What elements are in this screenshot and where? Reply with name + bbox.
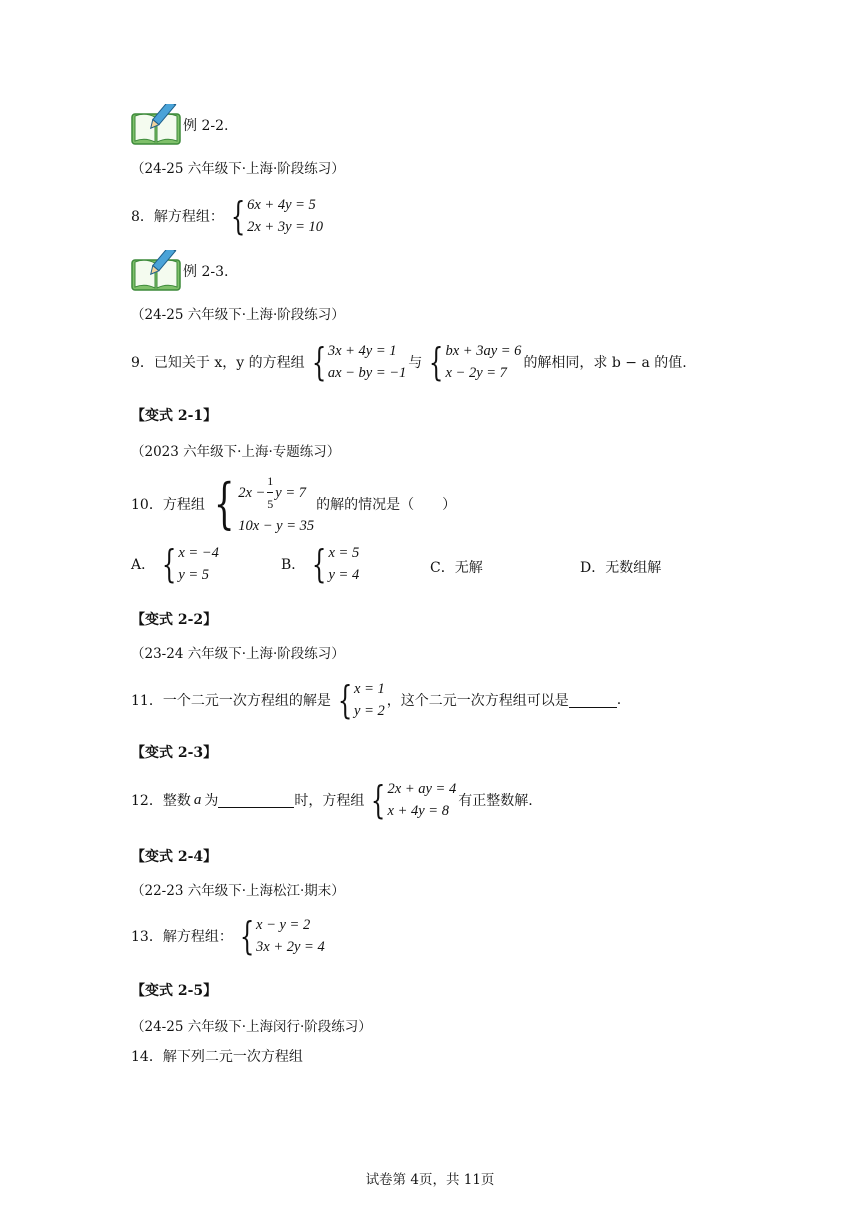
brace-icon: { [312,542,327,586]
page-footer: 试卷第 4页，共 11页 [365,1172,495,1188]
brace-icon: { [161,542,177,586]
question-text: 8．解方程组： [131,209,224,225]
question-text: 10．方程组 [131,496,205,513]
source-note: （22-23 六年级下·上海松江·期末） [131,883,345,899]
equation: x + 4y = 8 [387,803,449,819]
equation: 10x − y = 35 [238,518,315,534]
fraction-numerator: 1 [267,474,274,488]
equation [238,470,314,515]
equation: 2x + 3y = 10 [247,219,324,235]
equation-system [157,542,219,586]
equation-system [207,470,314,537]
question-12 [131,778,533,822]
question-text: 与 [408,355,423,371]
question-text: 11．一个二元一次方程组的解是 [131,693,331,709]
question-8 [131,194,325,238]
option-letter: D． [580,560,606,576]
equation-system [226,194,323,238]
option-d[interactable] [580,557,661,577]
answer-blank[interactable] [218,793,294,808]
equation: x − 2y = 7 [445,365,507,381]
option-a[interactable] [131,542,221,586]
source-note: （2023 六年级下·上海·专题练习） [131,444,341,460]
equation-system [307,542,359,586]
question-text: . [616,692,622,708]
equation-part: y = 7 [275,484,307,501]
answer-blank[interactable] [569,693,617,708]
option-letter: B． [281,557,306,573]
brace-icon: { [337,678,353,722]
question-14: 14．解下列二元一次方程组 [131,1049,303,1065]
example-2-2-heading [131,104,228,146]
equation-system [307,340,407,384]
equation: y = 2 [354,703,385,719]
equation: y = 4 [328,567,360,583]
question-text: 12．整数 [131,793,191,809]
question-10 [131,470,456,537]
option-letter: C． [430,560,455,576]
variant-label: 【变式 2-3】 [131,745,218,761]
equation: x = 1 [354,681,385,697]
variant-label: 【变式 2-5】 [131,983,218,999]
equation: 2x + ay = 4 [387,781,457,797]
equation: bx + 3ay = 6 [445,343,522,359]
example-label: 例 2-3. [183,264,229,280]
question-text: ，这个二元一次方程组可以是 [386,693,569,709]
question-11 [131,678,621,722]
source-note: （24-25 六年级下·上海·阶段练习） [131,161,345,177]
question-9 [131,340,687,384]
brace-icon: { [371,778,386,822]
equation-part: 2x − [238,484,266,501]
question-13 [131,914,327,958]
brace-icon: { [213,471,235,535]
question-text: 为 [204,793,219,809]
question-text: 有正整数解. [458,793,533,809]
option-text: 无数组解 [605,560,662,576]
brace-icon: { [429,340,444,384]
equation: x − y = 2 [256,917,311,933]
question-text: 的解相同，求 b − a 的值. [523,355,687,371]
brace-icon: { [239,914,255,958]
brace-icon: { [311,340,326,384]
option-c[interactable] [430,557,483,577]
equation-system [424,340,521,384]
equation: x = 5 [328,545,360,561]
question-text: 13．解方程组： [131,929,233,945]
equation-system [235,914,325,958]
option-text: 无解 [454,560,483,576]
option-letter: A． [131,557,156,573]
fraction [267,470,273,515]
equation: ax − by = −1 [327,365,407,381]
source-note: （23-24 六年级下·上海·阶段练习） [131,646,345,662]
brace-icon: { [230,194,246,238]
book-pencil-icon [131,104,181,146]
book-pencil-icon [131,250,181,292]
equation: y = 5 [178,567,210,583]
question-text: 的解的情况是（ ） [316,496,457,513]
option-b[interactable] [281,542,361,586]
source-note: （24-25 六年级下·上海·阶段练习） [131,307,345,323]
equation: 6x + 4y = 5 [247,197,316,213]
variable: a [193,791,202,808]
example-2-3-heading [131,250,228,292]
question-text: 时，方程组 [294,793,365,809]
equation: 3x + 2y = 4 [256,939,325,955]
fraction-denominator: 5 [267,497,274,511]
question-text: 9．已知关于 x，y 的方程组 [131,355,305,371]
source-note: （24-25 六年级下·上海闵行·阶段练习） [131,1019,372,1035]
variant-label: 【变式 2-2】 [131,612,218,628]
variant-label: 【变式 2-4】 [131,849,218,865]
equation: 3x + 4y = 1 [327,343,397,359]
equation-system [333,678,385,722]
example-label: 例 2-2. [183,118,229,134]
variant-label: 【变式 2-1】 [131,408,218,424]
equation-system [366,778,456,822]
equation: x = −4 [178,545,219,561]
